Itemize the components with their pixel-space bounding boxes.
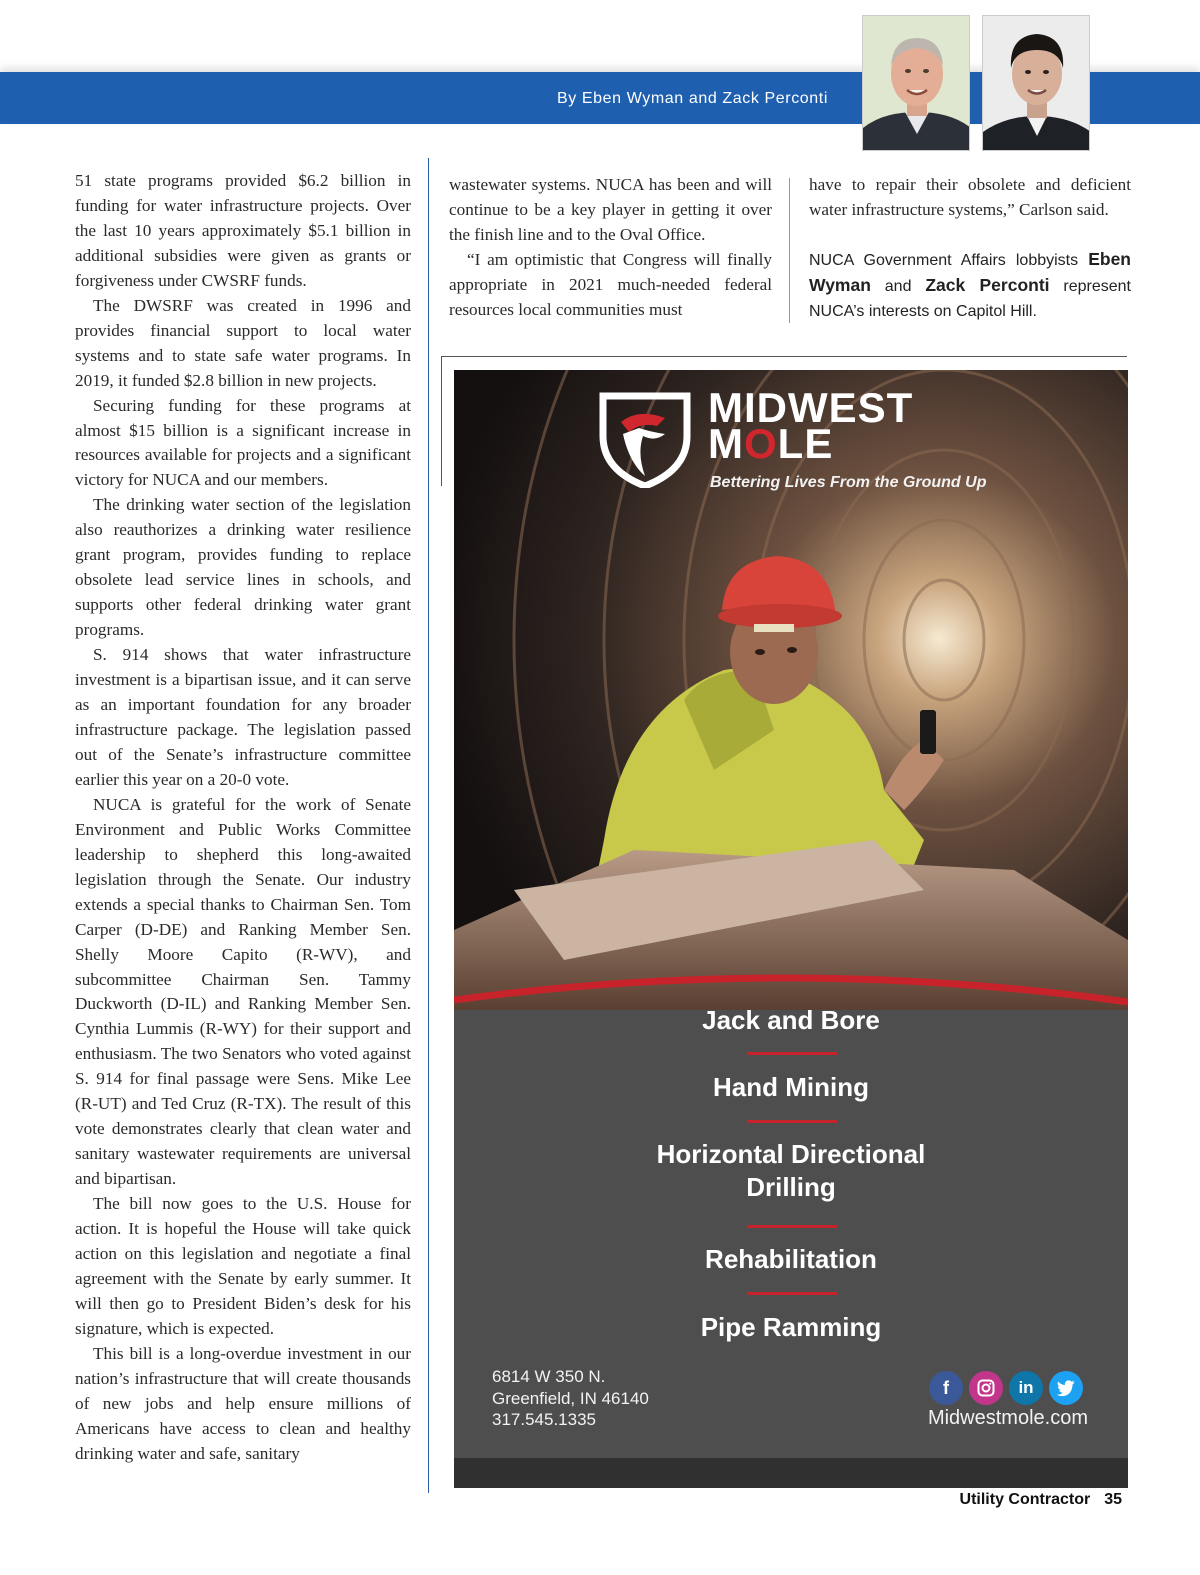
author-photo-zack-perconti [982, 15, 1090, 151]
article-column-1 [75, 169, 411, 1467]
article-column-2 [449, 173, 772, 323]
ad-tagline: Bettering Lives From the Ground Up [710, 474, 987, 491]
instagram-icon[interactable] [969, 1371, 1003, 1405]
publication-name: Utility Contractor [959, 1491, 1091, 1508]
ad-website-link[interactable]: Midwestmole.com [927, 1407, 1088, 1429]
service-divider [747, 1120, 837, 1123]
service-divider [747, 1225, 837, 1228]
byline: By Eben Wyman and Zack Perconti [556, 90, 828, 107]
bio-text: NUCA Government Affairs lobbyists [809, 251, 1089, 269]
logo-letter: M [708, 420, 744, 467]
service-item: Hand Mining [713, 1072, 869, 1102]
paragraph: 51 state programs provided $6.2 billion in funding for water infrastructure projects. Over the last 10 years approximately $5.1 billion in additional subsidies were given as grants or forgiveness under CWSRF funds. [75, 171, 411, 290]
paragraph: The bill now goes to the U.S. House for action. It is hopeful the House will take quick action on this legislation and negotiate a final agreement with the Senate by early summer. It will then go to President Biden’s desk for his signature, which is expected. [75, 1194, 411, 1338]
paragraph: The drinking water section of the legislation also reauthorizes a drinking water resilience grant program, provides funding to replace obsolete lead service lines in schools, and supports other federal drinking water grant programs. [75, 495, 411, 640]
advertisement-midwest-mole[interactable] [454, 370, 1128, 1488]
linkedin-icon[interactable]: in [1009, 1371, 1043, 1405]
twitter-icon[interactable] [1049, 1371, 1083, 1405]
bio-text: and [870, 278, 926, 296]
ad-frame-rule [441, 356, 442, 486]
author-bio [809, 247, 1131, 325]
service-item: Rehabilitation [705, 1244, 877, 1274]
paragraph: “I am optimistic that Congress will finally appropriate in 2021 much-needed federal resources local communities must [449, 249, 772, 319]
paragraph: wastewater systems. NUCA has been and will continue to be a key player in getting it over the finish line and to the Oval Office. [449, 175, 772, 244]
midwest-mole-wordmark [708, 384, 914, 467]
logo-letter: LE [777, 420, 834, 467]
bio-text: represent NUCA’s interests on Capitol Hill. [809, 278, 1131, 320]
paragraph: The DWSRF was created in 1996 and provides financial support to local water systems and to state safe water programs. In 2019, it funded $2.8 billion in new projects. [75, 295, 411, 390]
service-item: Jack and Bore [702, 1005, 880, 1035]
logo-line-2 [708, 420, 913, 467]
address-line: 6814 W 350 N. [492, 1367, 606, 1386]
article-column-3 [809, 173, 1131, 324]
service-divider [747, 1292, 837, 1295]
address-line: Greenfield, IN 46140 [492, 1388, 649, 1408]
midwest-mole-logo-icon [599, 392, 691, 488]
paragraph: Securing funding for these programs at almost $15 billion is a significant increase in resources available for projects and a significant victory for NUCA and our members. [75, 395, 411, 490]
service-item: Drilling [746, 1172, 836, 1202]
paragraph: This bill is a long-overdue investment in our nation’s infrastructure that will create thousands of new jobs and help ensure millions of Americans have access to clean and healthy drinking water and safe, sanitary [75, 1343, 411, 1463]
service-divider [747, 1052, 837, 1055]
ad-bottom-bar [454, 1458, 1128, 1488]
author-photo-eben-wyman [862, 15, 970, 151]
page-footer [960, 1491, 1122, 1509]
paragraph: have to repair their obsolete and deficient water infrastructure systems,” Carlson said. [809, 175, 1131, 219]
phone-number: 317.545.1335 [492, 1410, 596, 1429]
bio-name: Zack Perconti [925, 275, 1050, 296]
ad-frame-rule [441, 356, 1127, 357]
facebook-icon[interactable]: f [929, 1371, 963, 1405]
column-divider [428, 158, 429, 1493]
paragraph: S. 914 shows that water infrastructure investment is a bipartisan issue, and it can serve as an important foundation for any broader infrastructure package. The legislation passed out of the Senate’s infrastructure committee earlier this year on a 20-0 vote. [75, 645, 411, 789]
logo-letter-red: O [744, 420, 778, 467]
logo-line-1: MIDWEST [708, 384, 914, 431]
page-number: 35 [1104, 1491, 1122, 1508]
ad-address [492, 1366, 649, 1431]
service-item: Horizontal Directional [656, 1139, 926, 1169]
column-divider [789, 178, 790, 323]
service-item: Pipe Ramming [700, 1312, 882, 1342]
paragraph: NUCA is grateful for the work of Senate Environment and Public Works Committee leadership to shepherd this long-awaited legislation through the Senate. Our industry extends a special thanks to Chairman Sen. Tom Carper (D-DE) and Ranking Member Sen. Shelly Moore Capito (R-WV), and subcommittee Chairman Sen. Tammy Duckworth (D-IL) and Ranking Member Sen. Cynthia Lummis (R-WY) for their support and enthusiasm. The two Senators who voted against S. 914 for final passage were Sens. Mike Lee (R-UT) and Ted Cruz (R-TX). The result of this vote demonstrates clearly that clean water and sanitary wastewater requirements are universal and bipartisan. [75, 794, 411, 1189]
bio-name: Eben Wyman [809, 248, 1131, 296]
